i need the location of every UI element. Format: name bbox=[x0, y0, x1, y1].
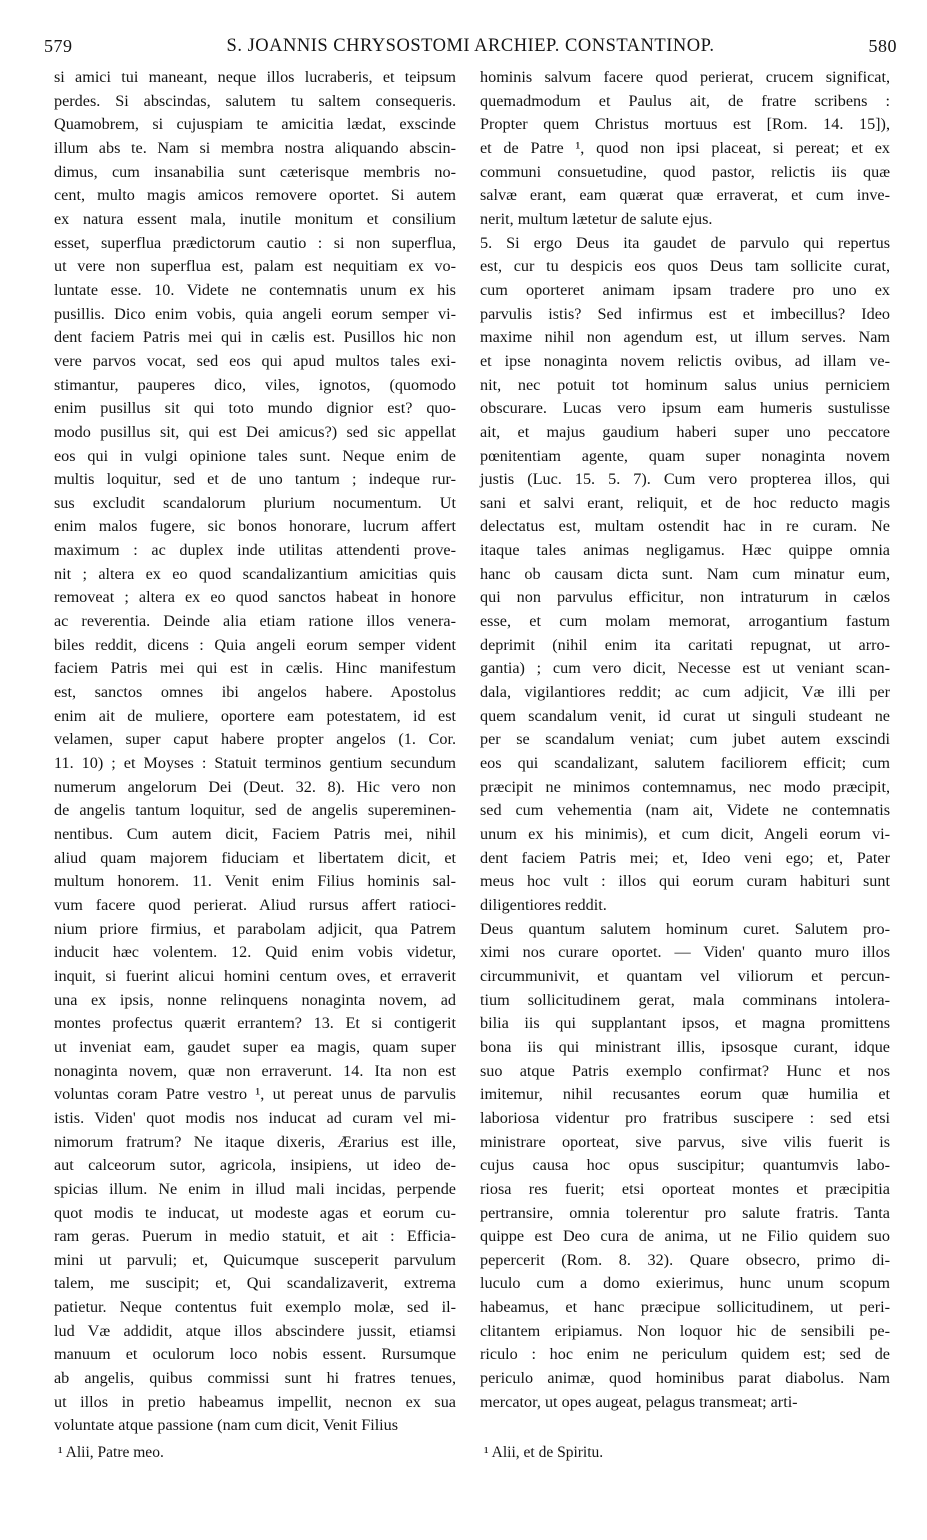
text-line: sed cum vehementia (nam ait, Videte ne contemnatis bbox=[480, 801, 890, 820]
footnote-right: ¹ Alii, et de Spiritu. bbox=[484, 1444, 604, 1461]
text-line: ut illos in pretio habeamus impellit, necnon ex sua bbox=[54, 1392, 456, 1411]
footnote-left: ¹ Alii, Patre meo. bbox=[58, 1444, 164, 1461]
running-title: S. JOANNIS CHRYSOSTOMI ARCHIEP. CONSTANTINOP. bbox=[226, 36, 715, 56]
text-line: cujus causa hoc opus suscipitur; quantumvis labo- bbox=[480, 1156, 890, 1175]
text-line: mercator, ut opes augeat, pelagus transmeat; arti- bbox=[480, 1392, 798, 1411]
text-line: laboriosa videntur pro fratribus suscipere : sed etsi bbox=[480, 1108, 890, 1127]
text-line: communi consuetudine, quod pastor, relictis iis quæ bbox=[480, 162, 890, 181]
text-line: delectatus est, multam ostendit hac in re curam. Ne bbox=[480, 517, 890, 536]
text-line: bona iis qui ministrant illis, ipsosque curant, idque bbox=[480, 1037, 890, 1056]
text-line: salvæ erant, eam quærat quæ erraverat, et cum inve- bbox=[480, 186, 890, 205]
text-line: 11. 10) ; et Moyses : Statuit terminos gentium secundum bbox=[54, 754, 456, 773]
text-line: biles reddit, dicens : Quia angeli eorum semper vident bbox=[54, 635, 456, 654]
text-line: cum oporteret animam ipsam tradere pro uno ex bbox=[480, 280, 890, 299]
text-line: perdes. Si abscindas, salutem tu saltem consequeris. bbox=[54, 91, 456, 110]
text-line: ut inveniat eam, gaudet super ea magis, quam super bbox=[54, 1037, 456, 1056]
text-line: enim malos fugere, sic bonos honorare, lucrum affert bbox=[54, 517, 456, 536]
text-line: eos qui in vulgi opinione tales sunt. Neque enim de bbox=[54, 446, 456, 465]
right-text-column bbox=[480, 66, 890, 1414]
text-line: inquit, si fuerint alicui homini centum oves, et erraverit bbox=[54, 966, 456, 985]
text-line: removeat ; altera ex eo quod sanctos habeat in honore bbox=[54, 588, 456, 607]
text-line: ximi nos curare oportet. — Viden' quanto muro illos bbox=[480, 943, 890, 962]
text-line: nit ; altera ex eo quod scandalizantium amicitias quis bbox=[54, 564, 456, 583]
text-line: 5. Si ergo Deus ita gaudet de parvulo qui repertus bbox=[480, 233, 890, 252]
text-line: eos qui scandalizant, salutem faciliorem efficit; cum bbox=[480, 754, 890, 773]
text-line: ac reverentia. Deinde alia etiam ratione illos venera- bbox=[54, 612, 456, 631]
text-line: talem, me suscipit; et, Qui scandalizaverit, extrema bbox=[54, 1274, 456, 1293]
text-line: ut vere non superflua est, palam est nequitiam ex vo- bbox=[54, 257, 456, 276]
text-line: nit, nec potuit tot hominum salus unius perniciem bbox=[480, 375, 890, 394]
text-line: montes profectus quærit errantem? 13. Et si contigerit bbox=[54, 1014, 456, 1033]
text-line: cent, multo magis amicos removere oportet. Si autem bbox=[54, 186, 456, 205]
text-line: est, sanctos omnes ibi angelos habere. Apostolus bbox=[54, 683, 456, 702]
text-line: justis (Luc. 15. 5. 7). Cum vero propterea illos, qui bbox=[480, 470, 890, 489]
text-line: pepercerit (Rom. 8. 32). Quare obsecro, primo di- bbox=[480, 1250, 890, 1269]
text-line: dent faciem Patris mei; et, Ideo veni ego; et, Pater bbox=[480, 848, 890, 867]
text-line: Quamobrem, si cujuspiam te amicitia lædat, exscinde bbox=[54, 115, 456, 134]
text-line: sus excludit scandalorum plurium nocumentum. Ut bbox=[54, 493, 456, 512]
text-line: vum facere quod perierat. Aliud rursus affert ratioci- bbox=[54, 895, 456, 914]
text-line: velamen, super caput habere propter angelos (1. Cor. bbox=[54, 730, 456, 749]
text-line: unum ex his minimis), et cum dicit, Angeli eorum vi- bbox=[480, 825, 890, 843]
text-line: quemadmodum et Paulus ait, de fratre scribens : bbox=[480, 91, 890, 110]
text-line: meus hoc vult : illos qui eorum curam habituri sunt bbox=[480, 872, 890, 891]
text-line: enim ait de muliere, oportere eam potestatem, id est bbox=[54, 706, 456, 725]
text-line: qui non parvulus efficitur, non intraturum in cælos bbox=[480, 588, 890, 607]
text-line: multum honorem. 11. Venit enim Filius hominis sal- bbox=[54, 872, 456, 891]
text-line: esse, et cum molam memorat, arrogantium fastum bbox=[480, 612, 890, 631]
page-number-left: 579 bbox=[44, 36, 73, 56]
text-line: præcipit ne minimos contemnamus, nec modo præcipit, bbox=[480, 777, 890, 796]
text-line: quippe est Deo cura de anima, ut ne Filio quidem suo bbox=[480, 1227, 890, 1246]
text-line: ab angelis, quibus commissi sunt hi fratres tenues, bbox=[54, 1369, 456, 1388]
text-line: aliud quam majorem fiduciam et libertatem dicit, et bbox=[54, 848, 456, 867]
text-line: hanc ob causam dicta sunt. Nam cum minatur eum, bbox=[480, 564, 890, 583]
text-line: voluntate atque passione (nam cum dicit, Venit Filius bbox=[54, 1416, 399, 1435]
text-line: patietur. Neque contentus fuit exemplo molæ, sed il- bbox=[54, 1298, 456, 1317]
text-line: dimus, cum insanabilia sunt cæterisque membris no- bbox=[54, 162, 456, 181]
text-line: periculo animæ, quod hominibus parat diabolus. Nam bbox=[480, 1369, 890, 1388]
text-line: multis loquitur, sed et de uno tantum ; indeque rur- bbox=[54, 470, 456, 489]
text-line: nium priore firmius, et parabolam adjicit, qua Patrem bbox=[54, 919, 456, 938]
text-line: habeamus, et hanc præcipue sollicitudinem, ut peri- bbox=[480, 1298, 890, 1317]
text-line: gantia) ; cum vero dicit, Necesse est ut veniant scan- bbox=[480, 659, 890, 678]
text-line: nentibus. Cum autem dicit, Faciem Patris mei, nihil bbox=[54, 825, 456, 843]
text-line: riculo : hoc enim ne periculum quidem est; sed de bbox=[480, 1345, 890, 1364]
text-line: pertransire, omnia tolerentur pro salute fratris. Tanta bbox=[480, 1203, 890, 1222]
text-line: quot modis te inducat, ut modeste agas et eorum cu- bbox=[54, 1203, 456, 1222]
text-line: Propter quem Christus mortuus est [Rom. 14. 15]), bbox=[480, 115, 890, 134]
text-line: et ipse nonaginta novem relictis ovibus, ad illam ve- bbox=[480, 351, 890, 370]
text-line: imitemur, nihil recusantes eorum quæ humilia et bbox=[480, 1085, 890, 1104]
text-line: manuum et oculorum loco nobis essent. Rursumque bbox=[54, 1345, 456, 1364]
text-line: tium sollicitudinem gerat, mala comminans intolera- bbox=[480, 990, 890, 1009]
text-line: vere parvos vocat, sed eos qui apud multos tales exi- bbox=[54, 351, 456, 370]
text-line: esset, superflua prædictorum cautio : si non superflua, bbox=[54, 233, 456, 252]
text-line: nimorum fratrum? Ne itaque dixeris, Ærarius est ille, bbox=[54, 1132, 456, 1151]
text-line: ait, et majus gaudium haberi super uno peccatore bbox=[480, 422, 890, 441]
text-line: bilia iis qui supplantant ipsos, et magna promittens bbox=[480, 1014, 890, 1033]
text-line: si amici tui maneant, neque illos lucraberis, et teipsum bbox=[54, 68, 456, 86]
text-line: diligentiores reddit. bbox=[480, 895, 607, 914]
text-line: parvulis istis? Sed infirmus est et imbecillus? Ideo bbox=[480, 304, 890, 323]
text-line: nerit, multum lætetur de salute ejus. bbox=[480, 209, 713, 228]
text-line: maximum : ac duplex inde utilitas attendenti prove- bbox=[54, 541, 456, 560]
text-line: istis. Viden' quot modis nos inducat ad curam vel mi- bbox=[54, 1108, 456, 1127]
text-line: per se scandalum veniat; cum jubet autem exscindi bbox=[480, 730, 890, 749]
text-line: faciem Patris mei qui est in cælis. Hinc manifestum bbox=[54, 659, 456, 678]
text-line: luntate esse. 10. Videte ne contemnatis unum ex his bbox=[54, 280, 456, 299]
text-line: sani et salvi erant, reliquit, et de hoc reducto magis bbox=[480, 493, 890, 512]
text-line: de angelis tantum loquitur, sed de angelis supereminen- bbox=[54, 801, 456, 820]
page-number-right: 580 bbox=[868, 36, 897, 56]
text-line: circummunivit, et quantam vel viliorum et percun- bbox=[480, 966, 890, 985]
text-line: deprimit (nihil enim ita caritati repugnat, ut arro- bbox=[480, 635, 890, 654]
text-line: voluntas coram Patre vestro ¹, ut pereat unus de parvulis bbox=[54, 1085, 456, 1104]
text-line: aut calceorum sutor, agricola, insipiens, ut ideo de- bbox=[54, 1156, 456, 1175]
text-line: suo atque Patris exemplo confirmat? Hunc et nos bbox=[480, 1061, 890, 1080]
text-line: nonaginta novem, quæ non erraverunt. 14. Ita non est bbox=[54, 1061, 456, 1080]
text-line: luculo cum a domo exierimus, hunc unum scopum bbox=[480, 1274, 890, 1293]
text-line: ministrare oporteat, sive parvus, sive vilis fuerit is bbox=[480, 1132, 890, 1151]
text-line: lud Væ addidit, atque illos abscindere jussit, etiamsi bbox=[54, 1321, 456, 1340]
text-line: modo pusillus sit, qui est Dei amicus?) sed sic appellat bbox=[54, 422, 456, 441]
text-line: dent faciem Patris mei qui in cælis est. Pusillos hic non bbox=[54, 328, 456, 347]
text-line: obscurare. Lucas vero ipsum eam humeris sustulisse bbox=[480, 399, 890, 418]
text-line: maxime nihil non agendum est, ut illum serves. Nam bbox=[480, 328, 890, 347]
text-line: ex natura essent mala, inutile monitum et consilium bbox=[54, 209, 456, 228]
text-line: dala, vigilantiores reddit; ac cum adjicit, Væ illi per bbox=[480, 683, 890, 702]
left-text-column bbox=[54, 66, 456, 1438]
text-line: quem scandalum venit, id curat ut singuli studeant ne bbox=[480, 706, 890, 725]
text-line: pusillis. Dico enim vobis, quia angeli eorum semper vi- bbox=[54, 304, 456, 323]
text-line: itaque tales animas negligamus. Hæc quippe omnia bbox=[480, 541, 890, 560]
text-line: est, cur tu despicis eos quos Deus tam sollicite curat, bbox=[480, 257, 890, 276]
text-line: numerum angelorum Dei (Deut. 32. 8). Hic vero non bbox=[54, 777, 456, 796]
text-line: illum abs te. Nam si membra nostra aliquando abscin- bbox=[54, 138, 456, 157]
text-line: spicias illum. Ne enim in illud mali incidas, perpende bbox=[54, 1179, 456, 1198]
text-line: Deus quantum salutem hominum curet. Salutem pro- bbox=[480, 919, 890, 938]
text-line: ram geras. Puerum in medio statuit, et ait : Efficia- bbox=[54, 1227, 456, 1246]
text-line: hominis salvum facere quod perierat, crucem significat, bbox=[480, 68, 890, 86]
text-line: pœnitentiam agente, quam super nonaginta novem bbox=[480, 446, 890, 465]
text-line: stimantur, pauperes dico, viles, ignotos, (quomodo bbox=[54, 375, 456, 394]
text-line: una ex ipsis, nonne relinquens nonaginta novem, ad bbox=[54, 990, 456, 1009]
text-line: mini ut parvuli; et, Quicumque susceperit parvulum bbox=[54, 1250, 456, 1269]
text-line: et de Patre ¹, quod non ipsi placeat, si pereat; et ex bbox=[480, 138, 890, 157]
text-line: inducit hæc volentem. 12. Quid enim vobis videtur, bbox=[54, 943, 456, 962]
text-line: riosa res fuerit; etsi oporteat montes et præcipitia bbox=[480, 1179, 890, 1198]
text-line: enim pusillus sit qui toto mundo dignior est? quo- bbox=[54, 399, 456, 418]
text-line: clitantem eripiamus. Non loquor hic de sensibili pe- bbox=[480, 1321, 890, 1340]
running-header bbox=[44, 36, 897, 60]
